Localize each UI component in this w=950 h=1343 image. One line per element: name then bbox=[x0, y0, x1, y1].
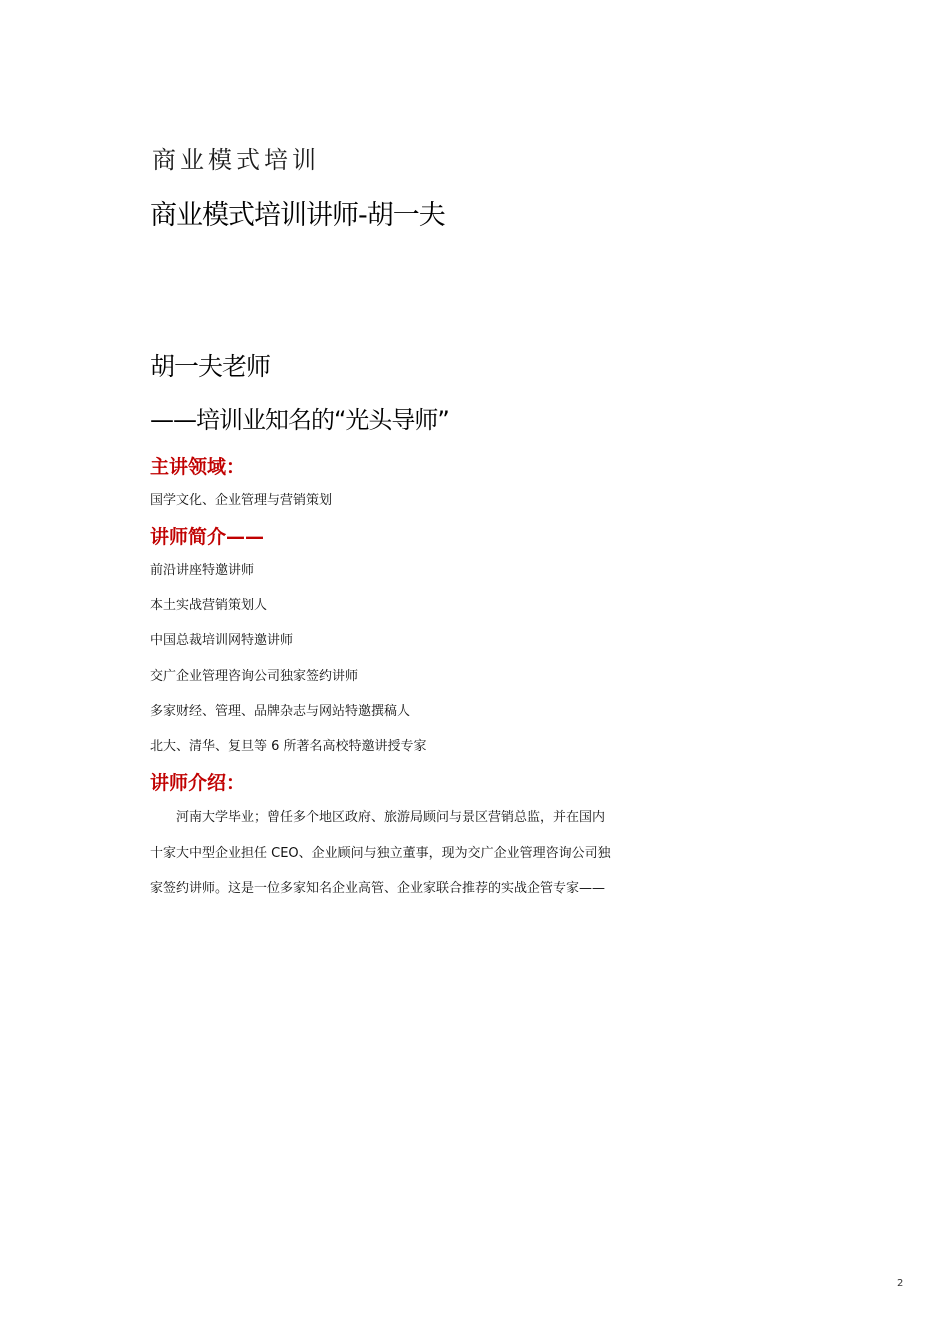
field-heading: 主讲领域： bbox=[150, 456, 246, 478]
teacher-tagline: ——培训业知名的“光头导师” bbox=[150, 406, 449, 434]
profile-heading: 讲师简介—— bbox=[150, 526, 265, 548]
field-content: 国学文化、企业管理与营销策划 bbox=[150, 493, 333, 508]
intro-line: 河南大学毕业；曾任多个地区政府、旅游局顾问与景区营销总监，并在国内 bbox=[176, 810, 606, 825]
intro-line: 十家大中型企业担任 CEO、企业顾问与独立董事，现为交广企业管理咨询公司独 bbox=[150, 846, 611, 861]
profile-item: 交广企业管理咨询公司独家签约讲师 bbox=[150, 669, 359, 684]
profile-item: 前沿讲座特邀讲师 bbox=[150, 563, 255, 578]
profile-item: 多家财经、管理、品牌杂志与网站特邀撰稿人 bbox=[150, 704, 411, 719]
page-number: 2 bbox=[897, 1278, 904, 1289]
profile-item: 本土实战营销策划人 bbox=[150, 598, 268, 613]
intro-heading: 讲师介绍： bbox=[150, 772, 246, 794]
teacher-name: 胡一夫老师 bbox=[150, 352, 271, 381]
document-title: 商业模式培训讲师-胡一夫 bbox=[150, 200, 445, 231]
profile-item: 中国总裁培训网特邀讲师 bbox=[150, 633, 294, 648]
profile-item: 北大、清华、复旦等 6 所著名高校特邀讲授专家 bbox=[150, 739, 427, 754]
document-header: 商业模式培训 bbox=[152, 146, 320, 174]
intro-line: 家签约讲师。这是一位多家知名企业高管、企业家联合推荐的实战企管专家—— bbox=[150, 881, 606, 896]
